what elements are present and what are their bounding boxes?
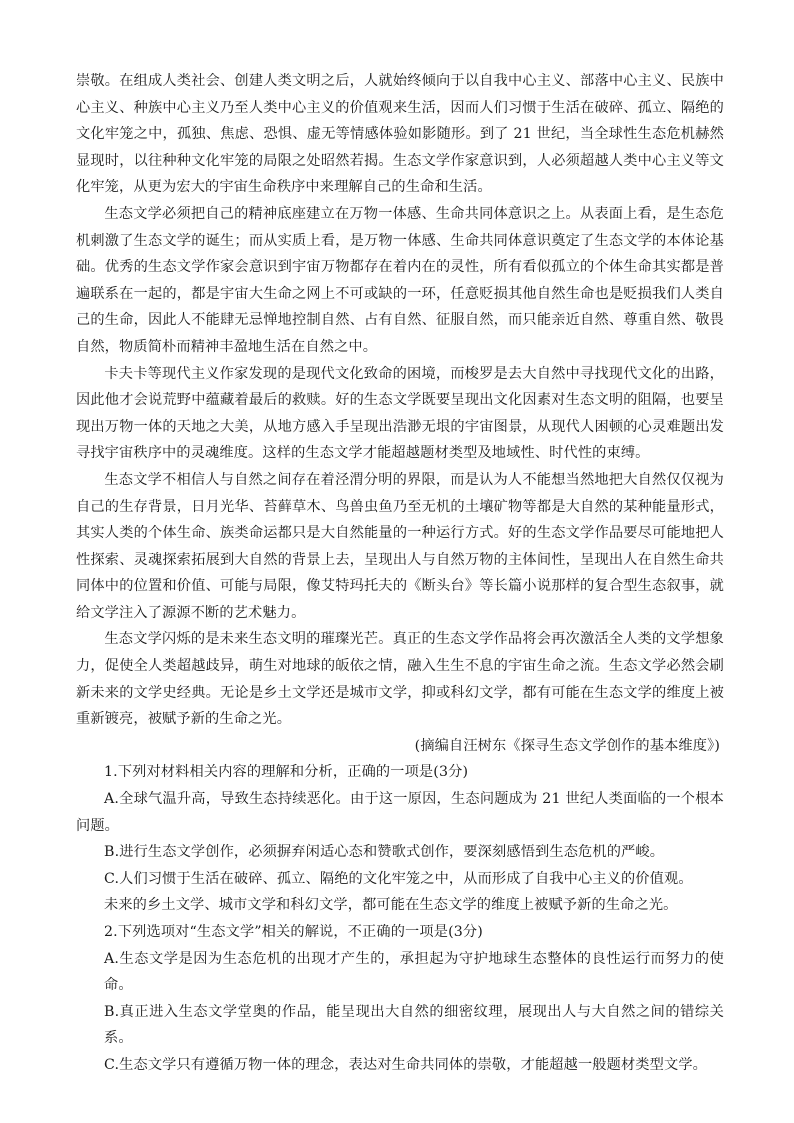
question-2-stem: 2.下列选项对“生态文学”相关的解说，不正确的一项是(3分)	[104, 924, 483, 940]
question-2-option-c: C.生态文学只有遵循万物一体的理念，表达对生命共同体的崇敬，才能超越一般题材类型文学。	[104, 1056, 707, 1073]
question-1-option-c: C.人们习惯于生活在破碎、孤立、隔绝的文化牢笼之中，从而形成了自我中心主义的价值观。	[104, 870, 693, 887]
question-2-option-b: B.真正进入生态文学堂奥的作品，能呈现出大自然的细密纹理，展现出人与大自然之间的错综关系。	[104, 1003, 724, 1047]
question-1-option-d: 未来的乡土文学、城市文学和科幻文学，都可能在生态文学的维度上被赋予新的生命之光。	[104, 897, 678, 914]
question-2-option-a: A.生态文学是因为生态危机的出现才产生的，承担起为守护地球生态整体的良性运行而努力的使命。	[104, 950, 724, 994]
article-paragraph-3: 卡夫卡等现代主义作家发现的是现代文化致命的困境，而梭罗是去大自然中寻找现代文化的出路，因此他才会说荒野中蕴藏着最后的救赎。好的生态文学既要呈现出文化因素对生态文明的阻隔，也要呈现出万物一体的天地之大美，从地方感入手呈现出浩渺无垠的宇宙图景，从现代人困顿的心灵难题出发寻找宇宙秩序中的灵魂维度。这样的生态文学才能超越题材类型及地域性、时代性的束缚。	[76, 365, 724, 462]
question-1-stem: 1.下列对材料相关内容的理解和分析，正确的一项是(3分)	[104, 764, 469, 781]
article-paragraph-4: 生态文学不相信人与自然之间存在着泾渭分明的界限，而是认为人不能想当然地把大自然仅仅视为自己的生存背景，日月光华、苔藓草木、鸟兽虫鱼乃至无机的土壤矿物等都是大自然的某种能量形式，其实人类的个体生命、族类命运都只是大自然能量的一种运行方式。好的生态文学作品要尽可能地把人性探索、灵魂探索拓展到大自然的背景上去，呈现出人与自然万物的主体间性，呈现出人在自然生命共同体中的位置和价值、可能与局限，像艾特玛托夫的《断头台》等长篇小说那样的复合型生态叙事，就给文学注入了源源不断的艺术魅力。	[76, 471, 724, 621]
article-paragraph-1: 崇敬。在组成人类社会、创建人类文明之后，人就始终倾向于以自我中心主义、部落中心主义、民族中心主义、种族中心主义乃至人类中心主义的价值观来生活，因而人们习惯于生活在破碎、孤立、隔绝的文化牢笼之中，孤独、焦虑、恐惧、虚无等情感体验如影随形。到了 21 世纪，当全球性生态危机赫然显现时，以往种种文化牢笼的局限之处昭然若揭。生态文学作家意识到，人必须超越人类中心主义等文化牢笼，从更为宏大的宇宙生命秩序中来理解自己的生命和生活。	[76, 73, 724, 196]
article-paragraph-2: 生态文学必须把自己的精神底座建立在万物一体感、生命共同体意识之上。从表面上看，是生态危机刺激了生态文学的诞生；而从实质上看，是万物一体感、生命共同体意识奠定了生态文学的本体论基础。优秀的生态文学作家会意识到宇宙万物都存在着内在的灵性，所有看似孤立的个体生命其实都是普遍联系在一起的，都是宇宙大生命之网上不可或缺的一环，任意贬损其他自然生命也是贬损我们人类自己的生命，因此人不能肆无忌惮地控制自然、占有自然、征服自然，而只能亲近自然、尊重自然、敬畏自然，物质简朴而精神丰盈地生活在自然之中。	[76, 205, 724, 355]
article-paragraph-5: 生态文学闪烁的是未来生态文明的璀璨光芒。真正的生态文学作品将会再次激活全人类的文学想象力，促使全人类超越歧异，萌生对地球的皈依之情，融入生生不息的宇宙生命之流。生态文学必然会刷新未来的文学史经典。无论是乡土文学还是城市文学，抑或科幻文学，都有可能在生态文学的维度上被重新镀亮，被赋予新的生命之光。	[76, 631, 724, 728]
article-source: (摘编自汪树东《探寻生态文学创作的基本维度》)	[414, 737, 720, 754]
question-1-option-b: B.进行生态文学创作，必须摒弃闲适心态和赞歌式创作，要深刻感悟到生态危机的严峻。	[104, 844, 665, 861]
question-1-option-a: A.全球气温升高，导致生态持续恶化。由于这一原因，生态问题成为 21 世纪人类面临的一个根本问题。	[76, 791, 724, 834]
document-page	[76, 68, 724, 1079]
